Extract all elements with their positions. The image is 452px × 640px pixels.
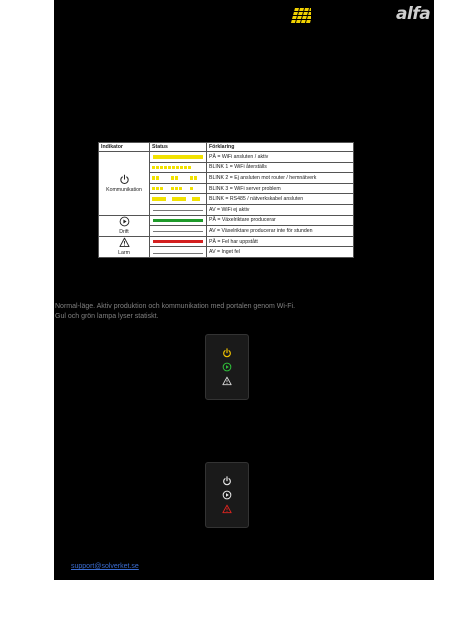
power-led-off-icon [222,476,232,486]
support-email-link[interactable]: support@solverket.se [71,563,139,570]
explanation: BLINK 1 = WiFi återställs [207,162,354,173]
indicator-larm [99,236,150,257]
normal-mode-caption [55,302,385,322]
indicator-label: Kommunikation [106,186,142,193]
caption-line-1: Normal-läge. Aktiv produktion och kommunikation med portalen genom Wi-Fi. [55,303,296,310]
header-status: Status [150,143,207,152]
explanation: BLINK 3 = WiFi server problem [207,183,354,194]
explanation: AV = WiFi ej aktiv [207,204,354,215]
status-off [150,226,207,237]
status-blink-4 [150,194,207,205]
explanation: PÅ = Växelriktare producerar [207,215,354,226]
explanation: AV = Inget fel [207,247,354,258]
indicator-label: Larm [118,250,130,257]
warning-icon [119,237,130,248]
status-blink-1 [150,162,207,173]
alarm-led-red-icon [222,504,232,514]
device-panel-normal [205,334,249,400]
alarm-led-off-icon [222,376,232,386]
indicator-drift [99,215,150,236]
caption-line-2: Gul och grön lampa lyser statiskt. [55,313,159,320]
status-off [150,204,207,215]
solar-panel-logo-icon [291,8,311,24]
status-blink-3 [150,183,207,194]
indicator-table [98,142,354,258]
device-panel-alarm [205,462,249,528]
indicator-label: Drift [119,229,129,236]
status-blink-2 [150,173,207,184]
table-row [99,215,354,226]
header-indikator: Indikator [99,143,150,152]
explanation: PÅ = WiFi ansluten / aktiv [207,152,354,163]
explanation: AV = Växelriktare producerar inte för stunden [207,226,354,237]
table-row [99,152,354,163]
indicator-kommunikation [99,152,150,216]
power-icon [119,174,130,185]
explanation: BLINK 2 = Ej ansluten mot router / hemnätverk [207,173,354,184]
status-solid-red [150,236,207,247]
status-solid-yellow [150,152,207,163]
status-solid-green [150,215,207,226]
header-forklaring: Förklaring [207,143,354,152]
play-icon [119,216,130,227]
power-led-yellow-icon [222,348,232,358]
explanation: PÅ = Fel har uppstått [207,236,354,247]
explanation: BLINK = RS485 / nätverkskabel ansluten [207,194,354,205]
table-row [99,236,354,247]
status-off [150,247,207,258]
drift-led-off-icon [222,490,232,500]
brand-logo: alfa [396,4,431,24]
drift-led-green-icon [222,362,232,372]
table-header-row [99,143,354,152]
